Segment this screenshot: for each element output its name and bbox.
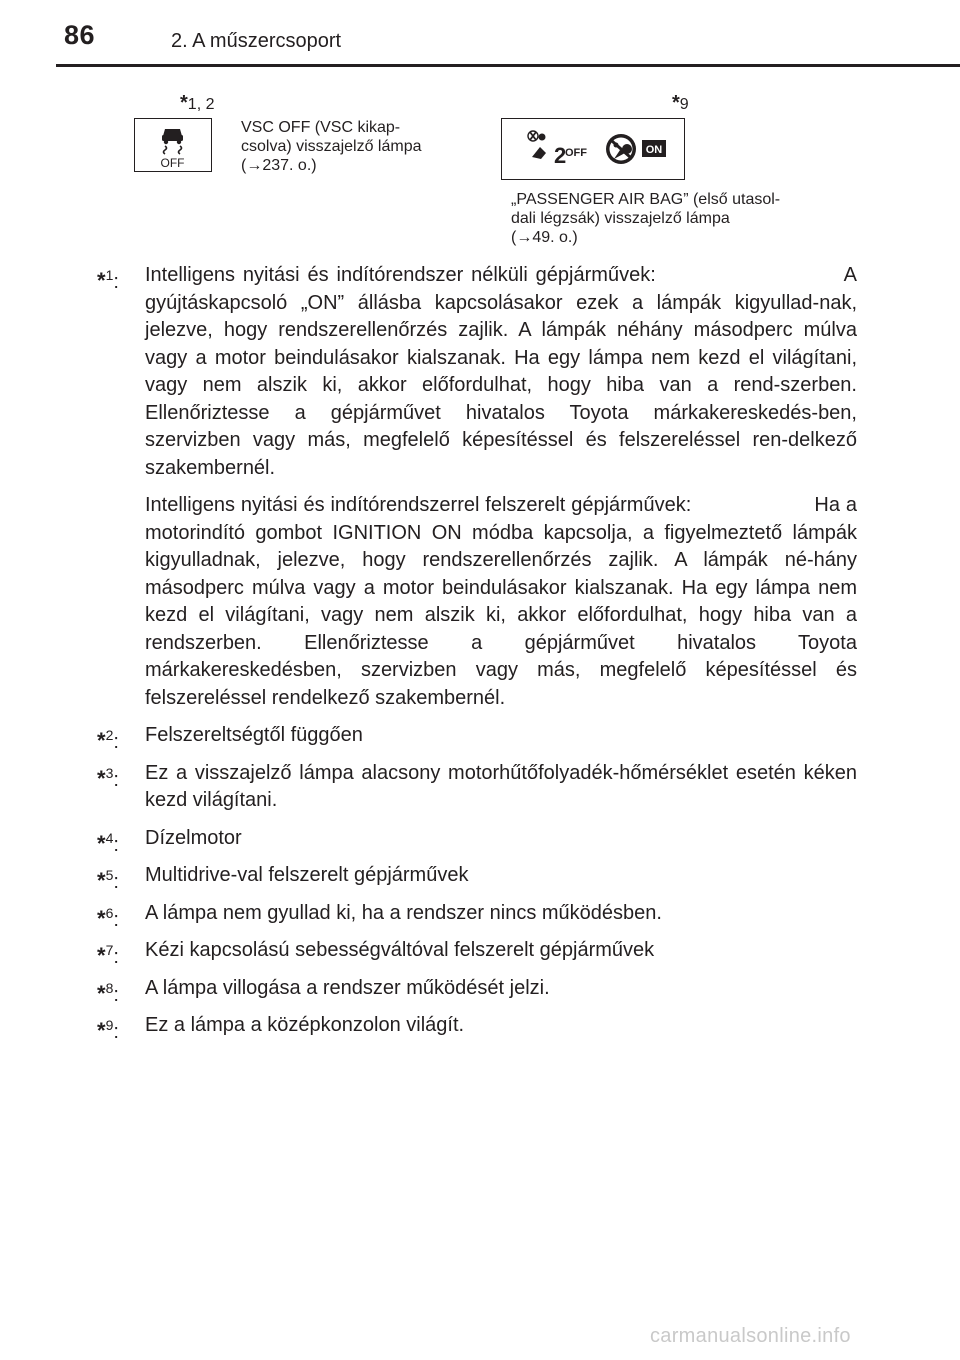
footnote-text: A lámpa nem gyullad ki, ha a rendszer nincs működésben. bbox=[145, 901, 662, 924]
vsc-skid-icon bbox=[135, 119, 210, 170]
footnote bbox=[97, 760, 857, 815]
vsc-off-description: VSC OFF (VSC kikap- csolva) visszajelző lámpa (→237. o.) bbox=[241, 119, 422, 174]
passenger-airbag-lamp bbox=[501, 118, 685, 180]
footnote bbox=[97, 937, 857, 968]
indicator-note-ref: *9 bbox=[672, 92, 689, 114]
footnote bbox=[97, 825, 857, 856]
footnote-text: Intelligens nyitási és indítórendszerrel felszerelt gépjárművek: Ha a motorindító gombot IGNITION ON módba kapcsolja, a figyelmeztető lámpák kigyulladnak, jelezve, hogy rendszerellenőrzés zajlik. A lámpák né-hány másodperc múlva vagy a motor beindulásakor kialszanak. Ha egy lámpa nem kezd el világítani, vagy nem alszik ki, akkor előfordulhat, hogy hiba van a rendszerben. Ellenőriztesse a gépjárművet hivatalos Toyota márkakereskedésben, szervizben vagy más, megfelelő képesítéssel és felszereléssel rendelkező szakembernél. bbox=[145, 494, 857, 709]
indicator-note-ref: *1, 2 bbox=[180, 92, 215, 114]
section-title: 2. A műszercsoport bbox=[171, 30, 342, 52]
airbag-off-text: OFF bbox=[565, 147, 587, 159]
footnote bbox=[97, 862, 857, 893]
footnote-marker: *$^9$: bbox=[97, 1017, 119, 1043]
footnote-marker: *$^3$: bbox=[97, 764, 119, 791]
vsc-off-lamp bbox=[134, 118, 212, 172]
footnote bbox=[97, 900, 857, 931]
passenger-airbag-icon bbox=[502, 119, 683, 178]
watermark: carmanualsonline.info bbox=[650, 1325, 851, 1347]
passenger-airbag-description: „PASSENGER AIR BAG” (első utasol- dali légzsák) visszajelző lámpa (→49. o.) bbox=[511, 191, 781, 246]
page-number: 86 bbox=[64, 20, 96, 50]
footnotes bbox=[97, 262, 857, 1050]
footnote-text: Kézi kapcsolású sebességváltóval felszerelt gépjárművek bbox=[145, 939, 655, 961]
footnote-text: A lámpa villogása a rendszer működését jelzi. bbox=[145, 976, 550, 999]
footnote-text: Ez a lámpa a középkonzolon világít. bbox=[145, 1014, 465, 1036]
airbag-on-text: ON bbox=[645, 144, 663, 156]
footnote-marker: *$^5$: bbox=[97, 867, 119, 893]
footnote-text: Intelligens nyitási és indítórendszer nélküli gépjárművek: A gyújtáskapcsoló „ON” állásba kapcsolásakor ezek a lámpák kigyullad-nak, jelezve, hogy rendszerellenőrzés zajlik. A lámpák néhány másodperc múlva vagy a motor beindulásakor kialszanak. Ha egy lámpa nem kezd el világítani, vagy nem alszik ki, akkor előfordulhat, hogy hiba van a rend-szerben. Ellenőriztesse a gépjárművet hivatalos Toyota márkakereskedés-ben, szervizben vagy más, megfelelő képesítéssel és felszereléssel ren-delkező szakembernél. bbox=[145, 264, 857, 479]
footnote-text: Multidrive-val felszerelt gépjárművek bbox=[145, 864, 469, 886]
footnote bbox=[97, 722, 857, 753]
footnote-marker: *$^2$: bbox=[97, 727, 119, 753]
footnote-marker: *$^4$: bbox=[97, 829, 119, 856]
footnote-marker: *$^8$: bbox=[97, 979, 119, 1006]
footnote-text: Ez a visszajelző lámpa alacsony motorhűtőfolyadék-hőmérséklet esetén kéken kezd világítani. bbox=[145, 761, 857, 811]
footnote-marker: *$^6$: bbox=[97, 904, 119, 931]
footnote-text: Felszereltségtől függően bbox=[145, 724, 363, 746]
footnote bbox=[97, 262, 857, 712]
footnote-text: Dízelmotor bbox=[145, 826, 242, 849]
vsc-off-text: OFF bbox=[160, 156, 185, 170]
page-header bbox=[0, 0, 960, 70]
header-rule bbox=[56, 64, 960, 67]
airbag-lamp-number: 2 bbox=[554, 143, 567, 168]
footnote bbox=[97, 975, 857, 1006]
footnote bbox=[97, 1012, 857, 1043]
footnote-marker: *$^7$: bbox=[97, 942, 119, 968]
footnote-marker: *$^1$: bbox=[97, 267, 119, 293]
